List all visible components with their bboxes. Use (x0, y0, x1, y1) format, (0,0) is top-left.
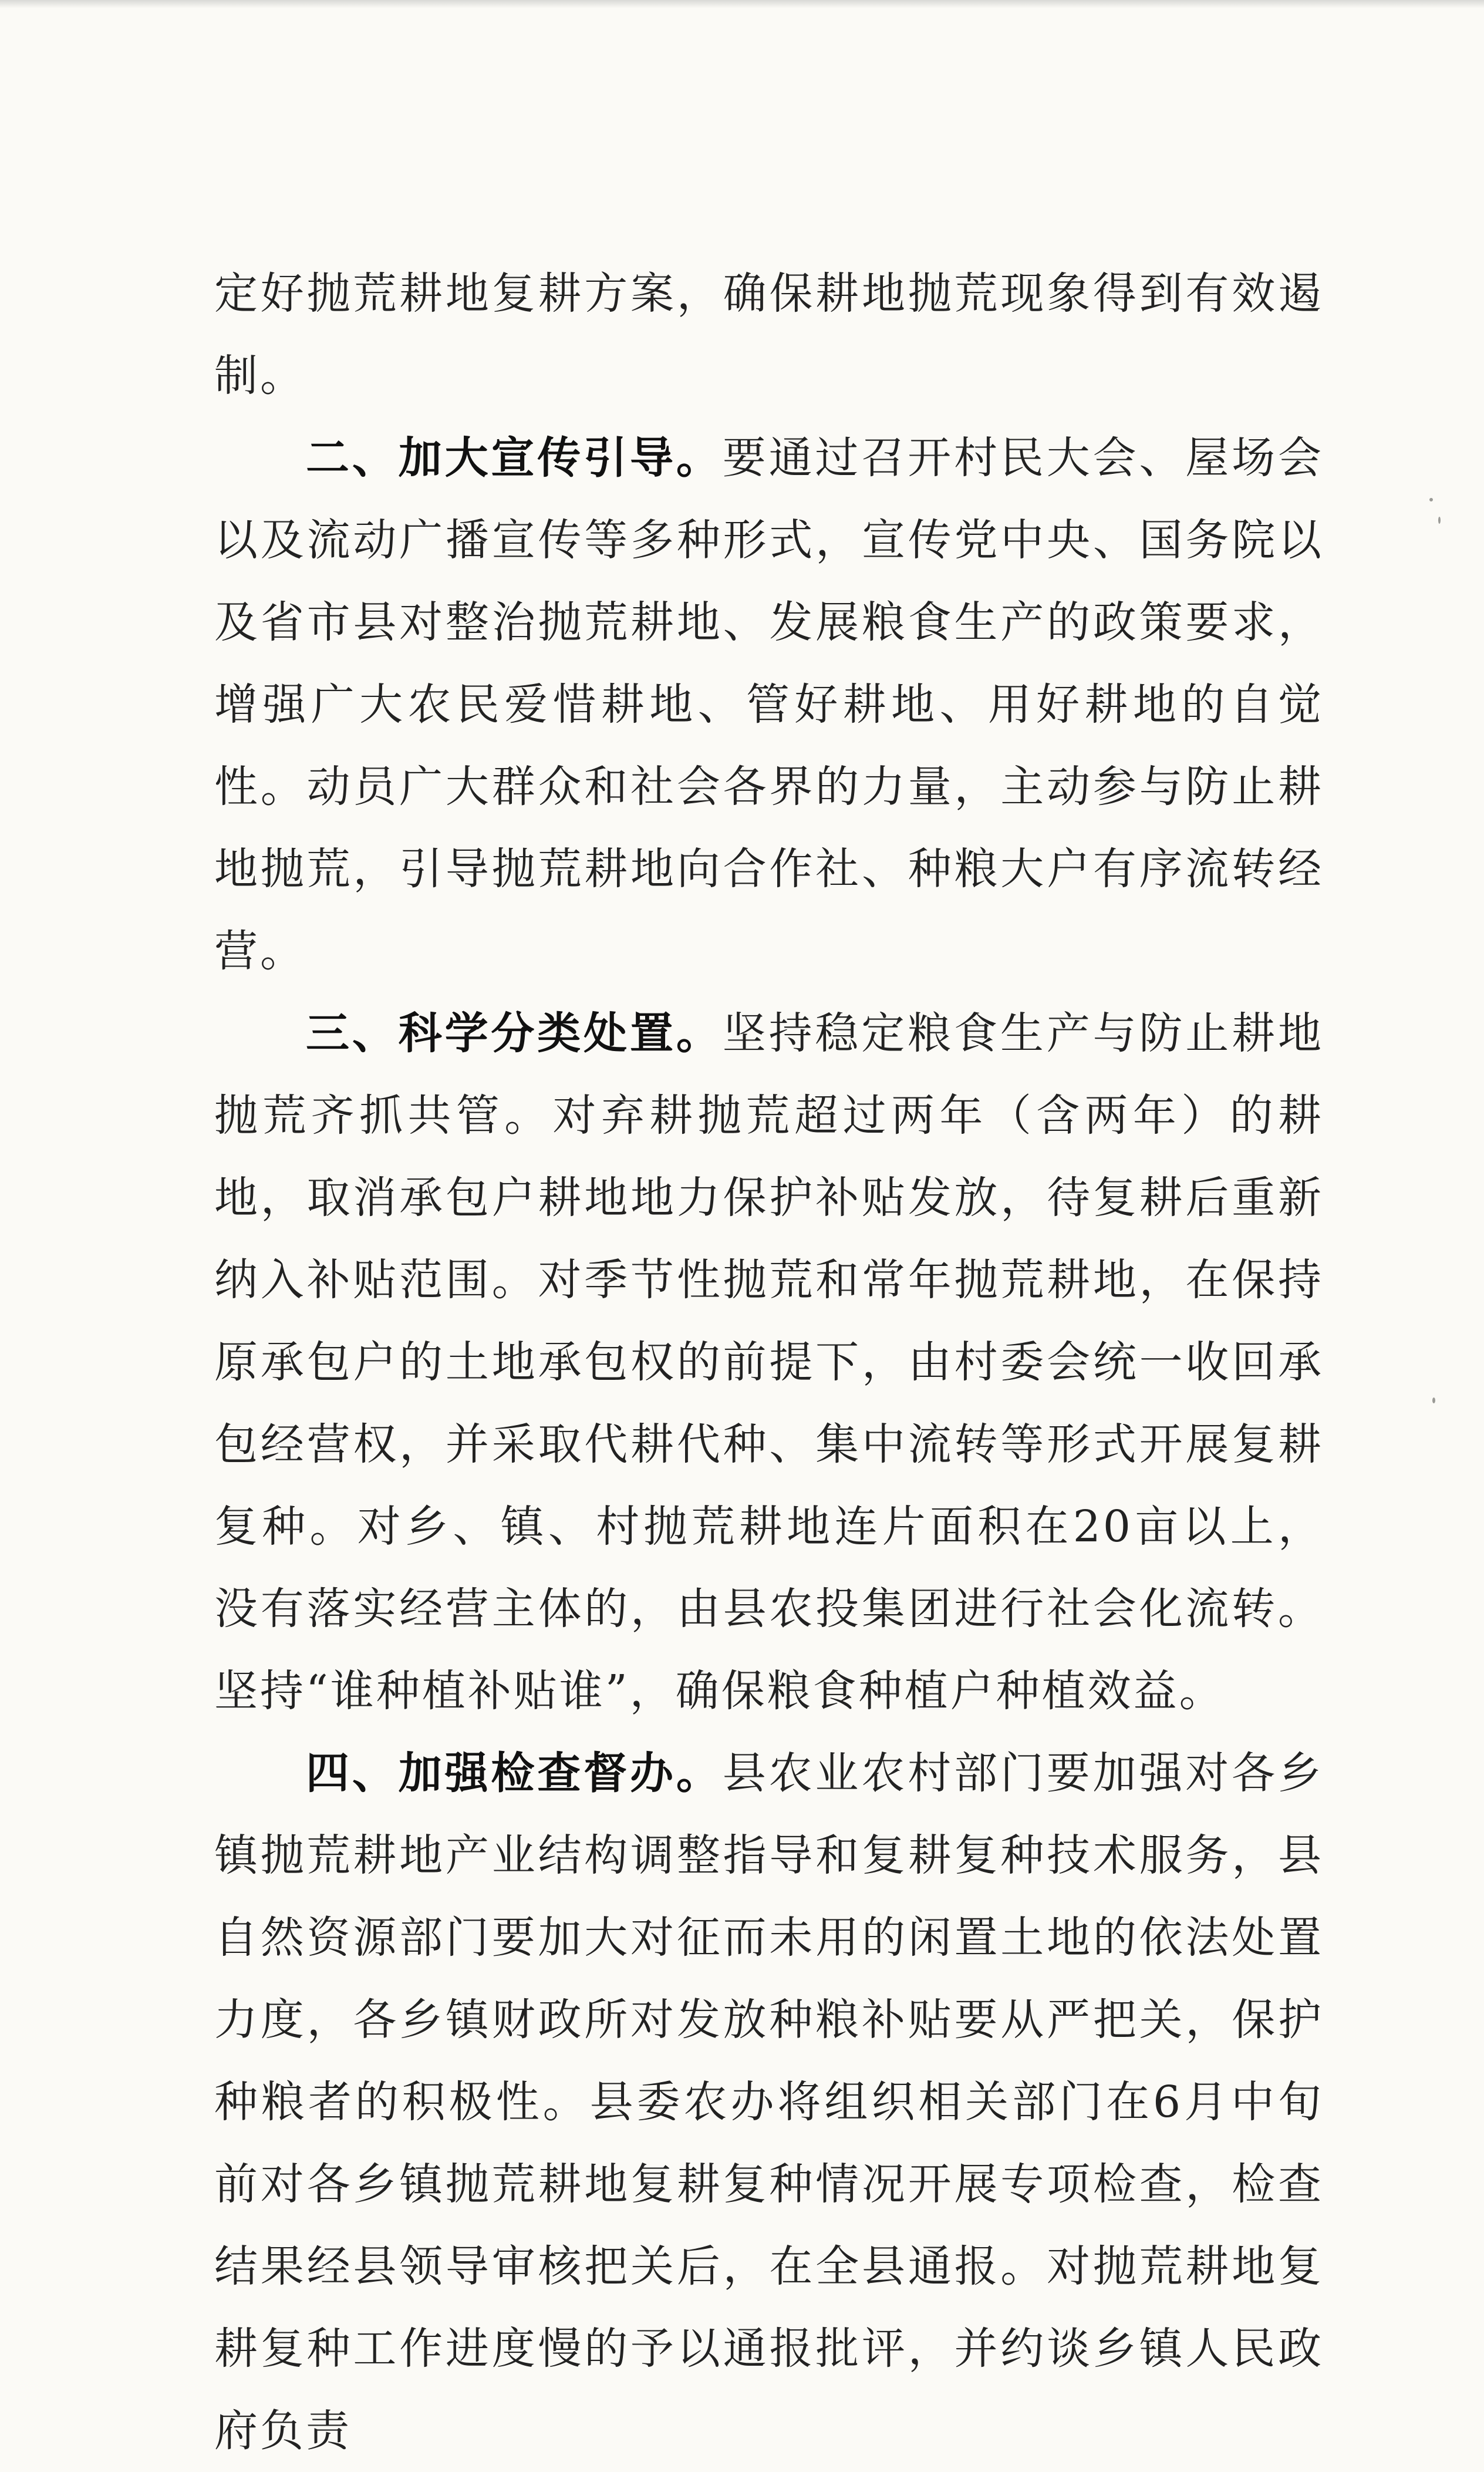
section-3-body: 坚持稳定粮食生产与防止耕地抛荒齐抓共管。对弃耕抛荒超过两年（含两年）的耕地，取消承包户耕地地力保护补贴发放，待复耕后重新纳入补贴范围。对季节性抛荒和常年抛荒耕地，在保持原承包户的土地承包权的前提下，由村委会统一收回承包经营权，并采取代耕代种、集中流转等形式开展复耕复种。对乡、镇、村抛荒耕地连片面积在20亩以上，没有落实经营主体的，由县农投集团进行社会化流转。坚持“谁种植补贴谁”，确保粮食种植户种植效益。 (214, 1008, 1324, 1716)
section-2-paragraph (214, 417, 1324, 992)
document-page (214, 252, 1324, 2472)
scan-speck (1432, 1397, 1435, 1403)
section-3-heading: 三、科学分类处置。 (306, 1008, 723, 1059)
section-3-paragraph (214, 992, 1324, 1732)
section-4-heading: 四、加强检查督办。 (306, 1748, 723, 1799)
section-2-body: 要通过召开村民大会、屋场会以及流动广播宣传等多种形式，宣传党中央、国务院以及省市县对整治抛荒耕地、发展粮食生产的政策要求，增强广大农民爱惜耕地、管好耕地、用好耕地的自觉性。动员广大群众和社会各界的力量，主动参与防止耕地抛荒，引导抛荒耕地向合作社、种粮大户有序流转经营。 (214, 433, 1324, 976)
scan-speck (1438, 517, 1441, 524)
section-2-heading: 二、加大宣传引导。 (306, 433, 723, 483)
continuation-paragraph: 定好抛荒耕地复耕方案，确保耕地抛荒现象得到有效遏制。 (214, 268, 1324, 401)
section-4-body: 县农业农村部门要加强对各乡镇抛荒耕地产业结构调整指导和复耕复种技术服务，县自然资源部门要加大对征而未用的闲置土地的依法处置力度，各乡镇财政所对发放种粮补贴要从严把关，保护种粮者的积极性。县委农办将组织相关部门在6月中旬前对各乡镇抛荒耕地复耕复种情况开展专项检查，检查结果经县领导审核把关后，在全县通报。对抛荒耕地复耕复种工作进度慢的予以通报批评，并约谈乡镇人民政府负责 (214, 1748, 1324, 2456)
scan-speck (1429, 498, 1433, 501)
section-4-paragraph (214, 1732, 1324, 2472)
scan-top-edge (0, 0, 1484, 8)
